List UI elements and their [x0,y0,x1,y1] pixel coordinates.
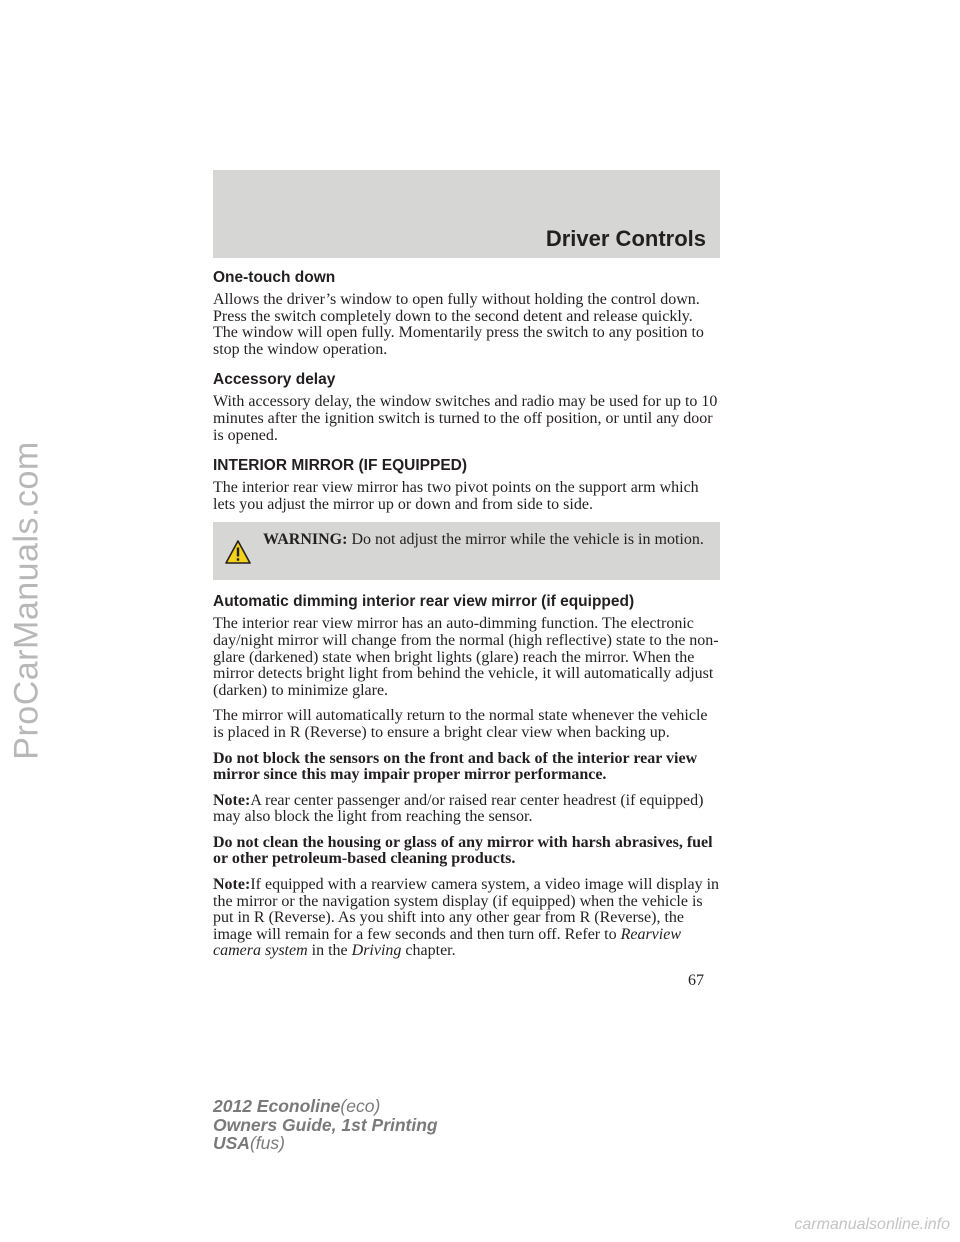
warning-text-block [263,532,706,549]
footer-printing: Owners Guide, 1st Printing [213,1114,438,1135]
warning-triangle-icon [225,540,251,564]
auto-dimming-p1: The interior rear view mirror has an auto-dimming function. The electronic day/night mirror will change from the normal (high reflective) state to the non-glare (darkened) state when bright lights (glare) reach the mirror. When the mirror detects bright light from behind the vehicle, it will automatically adjust (darken) to minimize glare. [213,615,719,699]
interior-mirror-body: The interior rear view mirror has two pivot points on the support arm which lets you adjust the mirror up or down and from side to side. [213,479,699,513]
note-camera-text: If equipped with a rearview camera system, a video image will display in the mirror or the navigation system display (if equipped) when the vehicle is put in R (Reverse). As you shift into any other gear from R (Reverse), the image will remain for a few seconds and then turn off. Refer to [213,876,720,943]
section-title: Driver Controls [545,226,706,251]
footer-market: USA [213,1133,250,1153]
interior-mirror-heading: INTERIOR MIRROR (IF EQUIPPED) [213,457,468,475]
bottom-watermark: carmanualsonline.info [794,1216,950,1233]
section-header-band [213,170,720,258]
note-label: Note: [213,876,251,894]
side-watermark [4,150,50,1050]
note-camera [213,877,720,960]
auto-dimming-heading: Automatic dimming interior rear view mirror (if equipped) [213,593,635,611]
note-sensor-text: A rear center passenger and/or raised rear center headrest (if equipped) may also block the light from reaching the sensor. [213,791,704,826]
footer-model-code: (eco) [340,1096,381,1116]
note-camera-end: chapter. [405,942,456,960]
footer-market-code: (fus) [249,1133,285,1153]
page-number: 67 [688,972,704,989]
cleaning-warning-bold: Do not clean the housing or glass of any mirror with harsh abrasives, fuel or other petroleum-based cleaning products. [213,833,713,868]
warning-text: Do not adjust the mirror while the vehicle is in motion. [351,531,704,549]
accessory-delay-body: With accessory delay, the window switches and radio may be used for up to 10 minutes after the ignition switch is turned to the off position, or until any door is opened. [213,393,718,444]
sensor-warning-bold: Do not block the sensors on the front and back of the interior rear view mirror since this may impair proper mirror performance. [213,749,698,784]
footer-model: 2012 Econoline [213,1096,341,1116]
note-label: Note: [213,791,251,809]
accessory-delay-heading: Accessory delay [213,371,336,389]
one-touch-body: Allows the driver’s window to open fully without holding the control down. Press the switch completely down to the second detent and release quickly. The window will open fully. Momentarily press the switch to any position to stop the window operation. [213,291,704,358]
driving-chapter-reference: Driving [351,942,402,960]
note-sensor [213,793,720,826]
footer-edition [213,1097,438,1153]
note-camera-mid: in the [311,942,348,960]
warning-box [213,522,720,580]
side-watermark-text: ProCarManuals.com [7,440,46,760]
rearview-camera-reference: Rearview camera system [213,925,681,960]
warning-label: WARNING: [263,531,348,549]
auto-dimming-p2: The mirror will automatically return to the normal state whenever the vehicle is placed in R (Reverse) to ensure a bright clear view when backing up. [213,707,708,741]
one-touch-heading: One-touch down [213,269,336,286]
page-content [213,268,720,969]
